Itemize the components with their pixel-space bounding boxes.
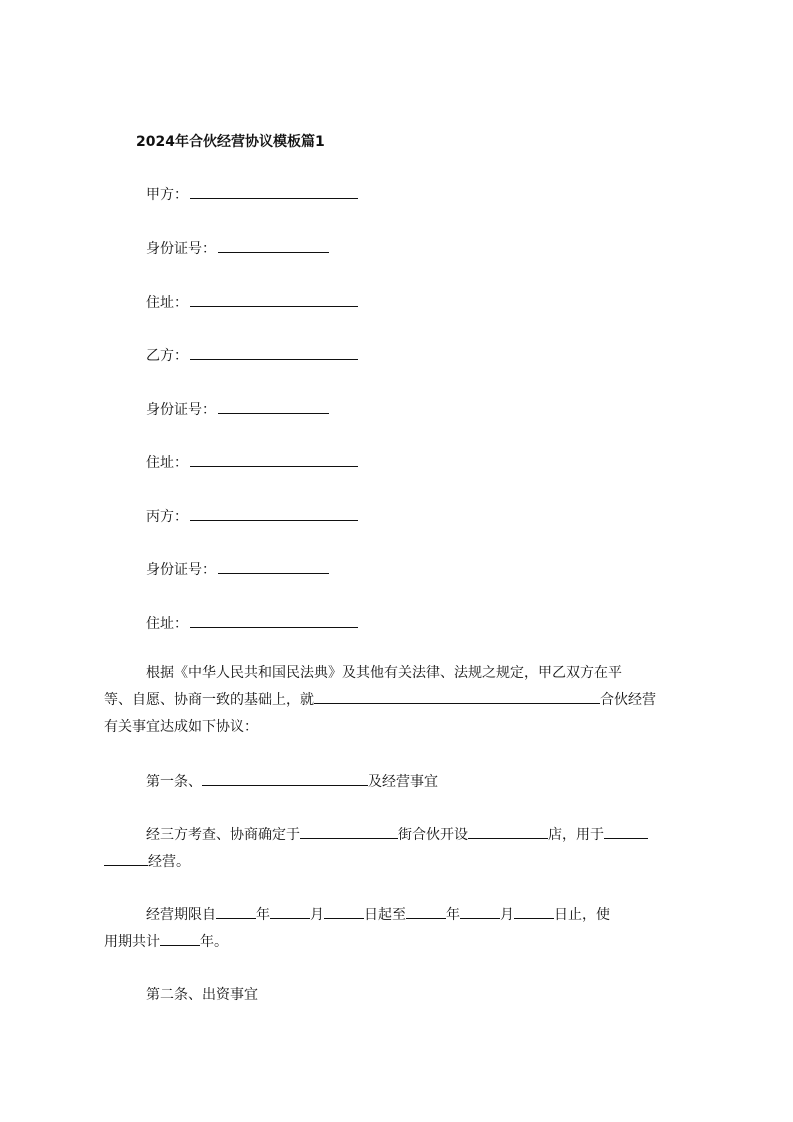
p2-blank-2	[270, 903, 310, 919]
p2-text-d: 日起至	[364, 907, 406, 923]
intro-text-3: 有关事宜达成如下协议：	[104, 719, 258, 735]
p1-line-1	[104, 822, 700, 849]
article-2-heading: 第二条、出资事宜	[146, 987, 258, 1003]
article-1-blank	[202, 770, 368, 786]
party-b-id-field	[146, 399, 329, 421]
party-a-blank	[190, 184, 358, 199]
party-c-address-blank	[190, 613, 358, 628]
p2-text-f: 月	[500, 907, 514, 923]
party-b-address-field	[146, 452, 358, 474]
intro-line-1	[104, 660, 700, 687]
p2-line-2	[104, 929, 700, 956]
p2-text-a: 经营期限自	[146, 907, 216, 923]
p2-text-h: 用期共计	[104, 934, 160, 950]
intro-blank	[314, 688, 600, 704]
party-b-id-blank	[218, 399, 329, 414]
party-c-label: 丙方：	[146, 509, 188, 525]
party-b-id-label: 身份证号：	[146, 402, 216, 418]
intro-text-2b: 合伙经营	[600, 692, 656, 708]
party-c-blank	[190, 506, 358, 521]
party-a-field	[146, 184, 358, 206]
p2-text-c: 月	[310, 907, 324, 923]
party-b-blank	[190, 345, 358, 360]
article-1-paragraph-2	[104, 902, 700, 956]
party-a-id-field	[146, 238, 329, 260]
p1-blank-use-1	[604, 823, 648, 839]
article-1-paragraph-1	[104, 822, 700, 876]
party-b-label: 乙方：	[146, 348, 188, 364]
party-c-address-field	[146, 613, 358, 635]
party-c-field	[146, 506, 358, 528]
party-b-address-blank	[190, 452, 358, 467]
party-a-address-label: 住址：	[146, 295, 188, 311]
party-c-id-label: 身份证号：	[146, 562, 216, 578]
p2-line-1	[104, 902, 700, 929]
party-b-address-label: 住址：	[146, 455, 188, 471]
p1-blank-shop	[468, 823, 548, 839]
party-c-address-label: 住址：	[146, 616, 188, 632]
p2-blank-5	[460, 903, 500, 919]
p1-line-2	[104, 849, 700, 876]
p2-text-b: 年	[256, 907, 270, 923]
p1-blank-use-2	[104, 850, 148, 866]
intro-paragraph	[104, 660, 700, 741]
p1-blank-street	[300, 823, 398, 839]
intro-line-2	[104, 687, 700, 714]
p1-text-a: 经三方考查、协商确定于	[146, 827, 300, 843]
intro-text-1: 根据《中华人民共和国民法典》及其他有关法律、法规之规定，甲乙双方在平	[146, 665, 622, 681]
party-c-id-field	[146, 559, 329, 581]
p2-text-g: 日止，使	[554, 907, 610, 923]
article-1-suffix: 及经营事宜	[368, 774, 438, 790]
party-b-field	[146, 345, 358, 367]
party-a-label: 甲方：	[146, 187, 188, 203]
p1-text-d: 经营。	[148, 854, 190, 870]
p2-blank-6	[514, 903, 554, 919]
p2-blank-7	[160, 930, 200, 946]
p2-text-e: 年	[446, 907, 460, 923]
article-1-prefix: 第一条、	[146, 774, 202, 790]
intro-text-2a: 等、自愿、协商一致的基础上，就	[104, 692, 314, 708]
intro-line-3	[104, 714, 700, 741]
p2-blank-1	[216, 903, 256, 919]
article-1-heading	[146, 770, 438, 793]
p2-text-i: 年。	[200, 934, 228, 950]
party-a-id-blank	[218, 238, 329, 253]
p2-blank-4	[406, 903, 446, 919]
party-a-address-blank	[190, 292, 358, 307]
party-c-id-blank	[218, 559, 329, 574]
party-a-address-field	[146, 292, 358, 314]
p2-blank-3	[324, 903, 364, 919]
p1-text-b: 街合伙开设	[398, 827, 468, 843]
party-a-id-label: 身份证号：	[146, 241, 216, 257]
p1-text-c: 店，用于	[548, 827, 604, 843]
document-title: 2024年合伙经营协议模板篇1	[136, 134, 325, 150]
